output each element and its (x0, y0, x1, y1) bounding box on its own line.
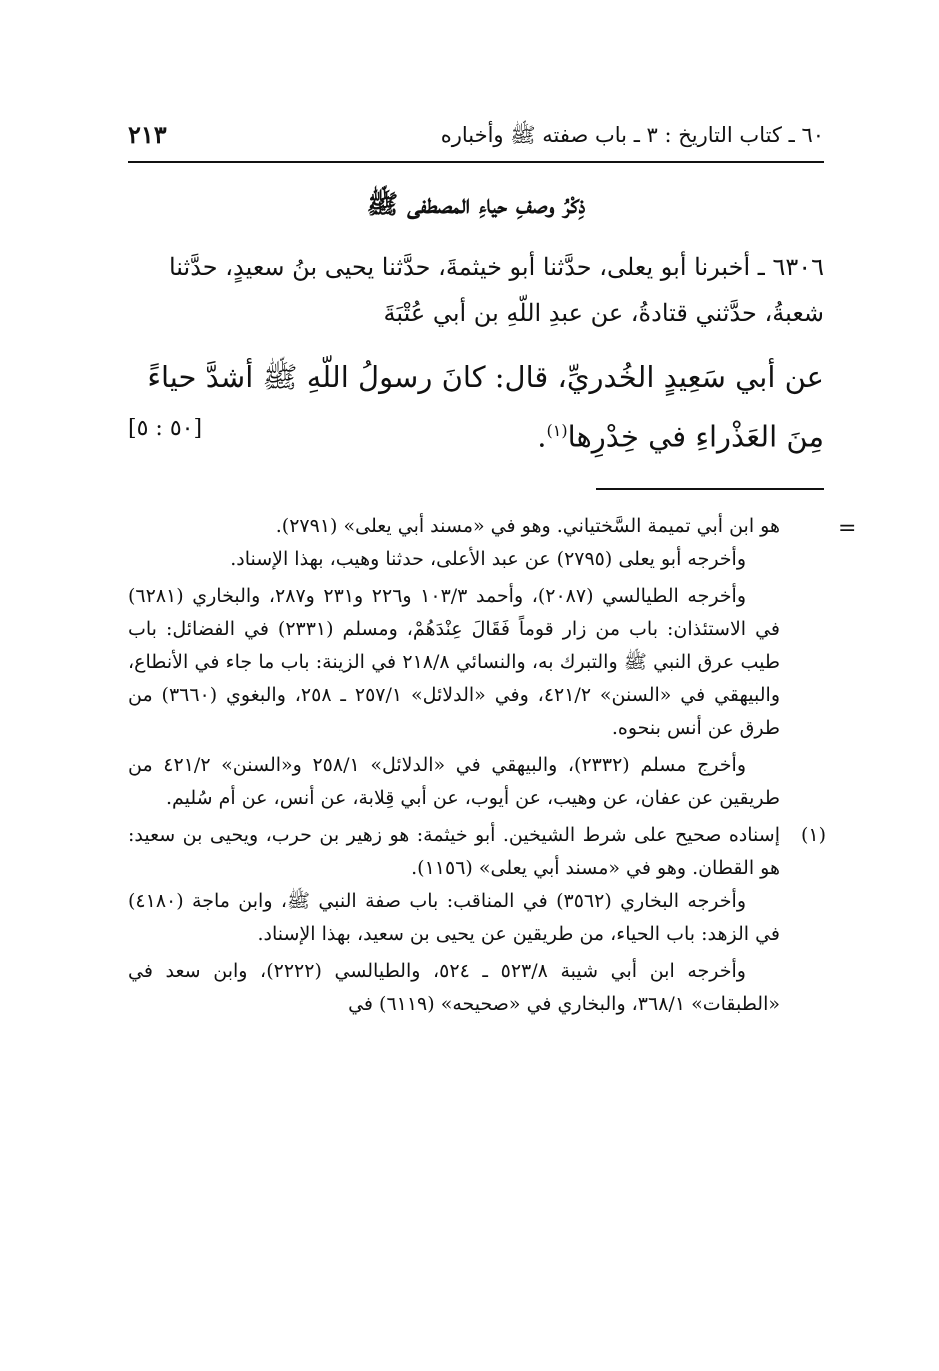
hadith-matn-text: عن أبي سَعِيدٍ الخُدريِّ، قال: كانَ رسولُ اللّهِ ﷺ أشدَّ حياءً مِنَ العَذْراءِ في خِدْرِها (147, 360, 824, 454)
hadith-isnad: ٦٣٠٦ ـ أخبرنا أبو يعلى، حدَّثنا أبو خيثمةَ، حدَّثنا يحيى بنُ سعيدٍ، حدَّثنا شعبةُ، حدَّثني قتادةُ، عن عبدِ اللّهِ بن أبي عُتْبَةَ (168, 253, 824, 327)
footnote-paragraph: وأخرجه أبو يعلى (٢٧٩٥) عن عبد الأعلى، حدثنا وهيب، بهذا الإسناد. (230, 548, 746, 570)
footnote-paragraph: وأخرجه البخاري (٣٥٦٢) في المناقب: باب صفة النبي ﷺ، وابن ماجة (٤١٨٠) في الزهد: باب الحياء، من طريقين عن يحيى بن سعيد، بهذا الإسناد. (128, 890, 780, 945)
footnote-paragraph: وأخرجه ابن أبي شيبة ٥٢٣/٨ ـ ٥٢٤، والطيالسي (٢٢٢٢)، وابن سعد في «الطبقات» ٣٦٨/١، والبخاري في «صحيحه» (٦١١٩) في (128, 960, 780, 1015)
running-header (128, 118, 824, 158)
footnote-number: (١) (800, 824, 826, 846)
header-rule (128, 161, 824, 163)
footnotes-rule (596, 488, 824, 490)
continuation-marker: = (838, 516, 857, 541)
page-number: ٢١٣ (128, 120, 167, 149)
footnotes (128, 510, 826, 1021)
footnote-paragraph: إسناده صحيح على شرط الشيخين. أبو خيثمة: هو زهير بن حرب، ويحيى بن سعيد: هو القطان. وهو في «مسند أبي يعلى» (١١٥٦). (128, 824, 780, 879)
footnote-1 (128, 819, 826, 1021)
header-title: ٦٠ ـ كتاب التاريخ : ٣ ـ باب صفته ﷺ وأخباره (440, 123, 824, 147)
source-reference: [٥٠ : ٥] (128, 416, 203, 441)
footnote-paragraph: هو ابن أبي تميمة السَّختياني. وهو في «مسند أبي يعلى» (٢٧٩١). (275, 515, 780, 537)
footnote-paragraph: وأخرجه الطيالسي (٢٠٨٧)، وأحمد ١٠٣/٣ و٢٢٦ و٢٣١ و٢٨٧، والبخاري (٦٢٨١) في الاستئذان: باب من زار قوماً فَقَالَ عِنْدَهُمْ، ومسلم (٢٣٣١) في الفضائل: باب طيب عرق النبي ﷺ والتبرك به، والنسائي ٢١٨/٨ في الزينة: باب ما جاء في الأنطاع، والبيهقي في «السنن» ٤٢١/٢، وفي «الدلائل» ٢٥٧/١ ـ ٢٥٨، والبغوي (٣٦٦٠) من طرق عن أنس بنحوه. (128, 585, 781, 739)
section-heading: ذِكْرُ وصفِ حياءِ المصطفى ﷺ (366, 190, 586, 220)
hadith-matn: عن أبي سَعِيدٍ الخُدريِّ، قال: كانَ رسولُ اللّهِ ﷺ أشدَّ حياءً مِنَ العَذْراءِ في خِدْرِها$^{(١)}$. (147, 360, 824, 454)
footnote-paragraph: وأخرج مسلم (٢٣٣٢)، والبيهقي في «الدلائل» ٢٥٨/١ و«السنن» ٤٢١/٢ من طريقين عن عفان، عن وهيب، عن أيوب، عن أبي قِلابة، عن أنس، عن أم سُليم. (128, 754, 780, 809)
footnote-ref: (١) (546, 421, 568, 440)
